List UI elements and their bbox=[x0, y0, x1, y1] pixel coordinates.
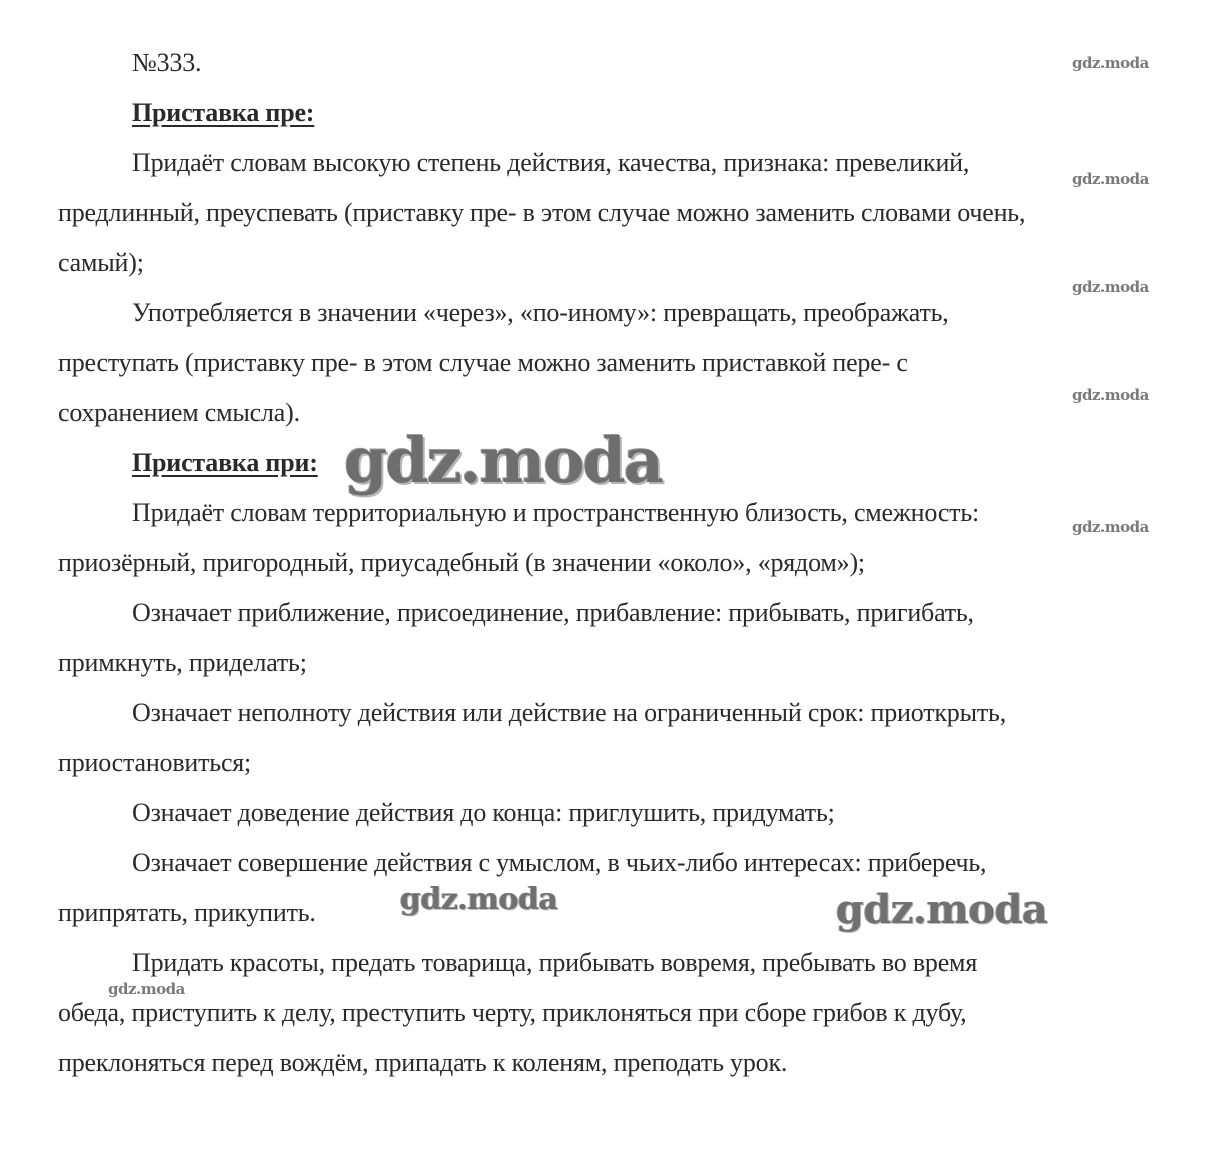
text-line: Означает неполноту действия или действие на ограниченный срок: приоткрыть, bbox=[132, 698, 1006, 727]
text-line: Означает доведение действия до конца: приглушить, придумать; bbox=[132, 798, 835, 827]
section-heading-pre bbox=[58, 88, 1168, 138]
watermark: gdz.moda bbox=[836, 886, 1048, 933]
text-line: приозёрный, пригородный, приусадебный (в значении «около», «рядом»); bbox=[58, 548, 865, 577]
text-line: приостановиться; bbox=[58, 748, 252, 777]
watermark: gdz.moda bbox=[1072, 386, 1149, 404]
watermark: gdz.moda bbox=[1072, 518, 1149, 536]
text-line: предлинный, преуспевать (приставку пре- в этом случае можно заменить словами очень, bbox=[58, 198, 1026, 227]
text-line: Придаёт словам территориальную и пространственную близость, смежность: bbox=[132, 498, 979, 527]
heading-text: Приставка при: bbox=[132, 448, 318, 477]
text-line: Придать красоты, предать товарища, прибывать вовремя, пребывать во время bbox=[132, 948, 978, 977]
text-line: преклоняться перед вождём, припадать к коленям, преподать урок. bbox=[58, 1048, 788, 1077]
text-line: Придаёт словам высокую степень действия, качества, признака: превеликий, bbox=[132, 148, 970, 177]
watermark: gdz.moda bbox=[1072, 278, 1149, 296]
heading-text: Приставка пре: bbox=[132, 98, 315, 127]
text-line: сохранением смысла). bbox=[58, 398, 300, 427]
watermark: gdz.moda bbox=[108, 980, 185, 998]
text-line: Означает совершение действия с умыслом, в чьих-либо интересах: приберечь, bbox=[132, 848, 987, 877]
text-line: преступать (приставку пре- в этом случае можно заменить приставкой пере- с bbox=[58, 348, 908, 377]
watermark: gdz.moda bbox=[1072, 54, 1149, 72]
text-line: примкнуть, приделать; bbox=[58, 648, 307, 677]
text-line: Означает приближение, присоединение, прибавление: прибывать, пригибать, bbox=[132, 598, 974, 627]
text-line: припрятать, прикупить. bbox=[58, 898, 316, 927]
watermark: gdz.moda bbox=[344, 424, 662, 497]
text-line: самый); bbox=[58, 248, 144, 277]
exercise-number: №333. bbox=[132, 48, 202, 77]
text-line: Употребляется в значении «через», «по-иному»: превращать, преображать, bbox=[132, 298, 949, 327]
text-line: обеда, приступить к делу, преступить черту, приклоняться при сборе грибов к дубу, bbox=[58, 998, 967, 1027]
watermark: gdz.moda bbox=[400, 882, 558, 917]
watermark: gdz.moda bbox=[1072, 170, 1149, 188]
